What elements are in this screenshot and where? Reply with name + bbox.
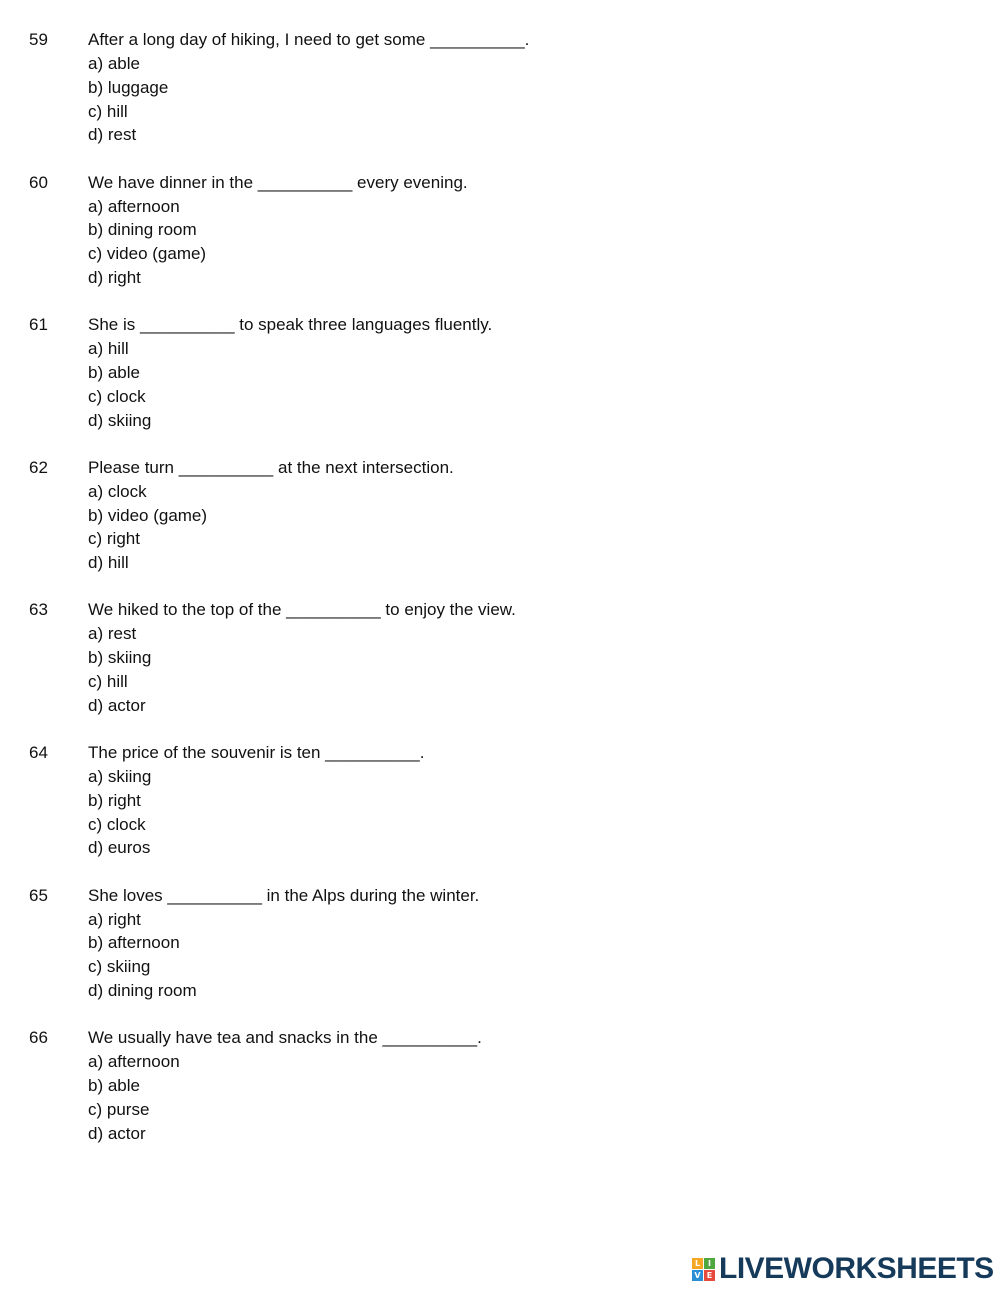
answer-option[interactable]: c) hill	[88, 101, 128, 121]
question-number: 66	[29, 1028, 48, 1048]
answer-option[interactable]: c) purse	[88, 1099, 150, 1119]
answer-options	[88, 908, 197, 1003]
answer-option[interactable]: b) skiing	[88, 648, 152, 668]
question-block	[0, 741, 1000, 884]
answer-option[interactable]: b) able	[88, 362, 140, 382]
answer-option[interactable]: d) rest	[88, 125, 137, 145]
answer-options	[88, 622, 151, 717]
answer-option[interactable]: b) right	[88, 790, 141, 810]
logo-text: LIVEWORKSHEETS	[719, 1252, 994, 1285]
question-block	[0, 884, 1000, 1027]
question-text: We have dinner in the __________ every evening.	[88, 172, 468, 192]
answer-option[interactable]: b) afternoon	[88, 933, 180, 953]
answer-options	[88, 480, 207, 575]
question-list	[0, 28, 1000, 1169]
answer-option[interactable]: b) able	[88, 1075, 140, 1095]
logo-mark-cell: V	[692, 1270, 703, 1281]
logo-mark-cell: E	[704, 1270, 715, 1281]
question-block	[0, 1026, 1000, 1169]
answer-option[interactable]: a) afternoon	[88, 196, 180, 216]
answer-option[interactable]: d) skiing	[88, 410, 152, 430]
answer-option[interactable]: a) afternoon	[88, 1052, 180, 1072]
answer-option[interactable]: c) clock	[88, 386, 146, 406]
answer-option[interactable]: d) actor	[88, 695, 146, 715]
question-text: She loves __________ in the Alps during the winter.	[88, 885, 480, 905]
question-number: 59	[29, 30, 48, 49]
answer-option[interactable]: d) hill	[88, 553, 129, 573]
question-text: We hiked to the top of the __________ to enjoy the view.	[88, 600, 516, 620]
question-number: 62	[29, 457, 48, 477]
liveworksheets-logo	[692, 1252, 994, 1286]
answer-option[interactable]: c) right	[88, 529, 140, 549]
question-block	[0, 28, 1000, 171]
answer-option[interactable]: d) right	[88, 267, 141, 287]
answer-option[interactable]: a) skiing	[88, 766, 152, 786]
answer-option[interactable]: c) video (game)	[88, 244, 207, 264]
question-text: She is __________ to speak three languages fluently.	[88, 315, 493, 335]
answer-option[interactable]: b) dining room	[88, 220, 197, 240]
question-number: 60	[29, 172, 48, 192]
question-text: We usually have tea and snacks in the __________.	[88, 1028, 482, 1048]
answer-options	[88, 1050, 180, 1145]
answer-option[interactable]: b) luggage	[88, 77, 169, 97]
question-number: 61	[29, 315, 48, 335]
question-block	[0, 456, 1000, 599]
question-text: The price of the souvenir is ten __________.	[88, 742, 425, 762]
question-text: After a long day of hiking, I need to get some __________.	[88, 30, 530, 49]
question-number: 64	[29, 742, 48, 762]
answer-option[interactable]: d) dining room	[88, 980, 197, 1000]
answer-options	[88, 52, 168, 147]
answer-options	[88, 765, 151, 860]
answer-options	[88, 195, 206, 290]
logo-mark-cell: L	[692, 1258, 703, 1269]
answer-option[interactable]: c) hill	[88, 671, 128, 691]
question-block	[0, 171, 1000, 314]
answer-option[interactable]: a) rest	[88, 624, 137, 644]
question-text: Please turn __________ at the next intersection.	[88, 457, 454, 477]
question-number: 63	[29, 600, 48, 620]
answer-option[interactable]: b) video (game)	[88, 505, 208, 525]
answer-option[interactable]: d) actor	[88, 1123, 146, 1143]
question-number: 65	[29, 885, 48, 905]
answer-option[interactable]: c) clock	[88, 814, 146, 834]
answer-options	[88, 337, 151, 432]
answer-option[interactable]: d) euros	[88, 838, 151, 858]
answer-option[interactable]: c) skiing	[88, 957, 151, 977]
question-block	[0, 598, 1000, 741]
logo-mark-icon	[692, 1258, 715, 1281]
question-block	[0, 313, 1000, 456]
answer-option[interactable]: a) hill	[88, 339, 129, 359]
answer-option[interactable]: a) clock	[88, 481, 147, 501]
answer-option[interactable]: a) right	[88, 909, 141, 929]
logo-mark-cell: I	[704, 1258, 715, 1269]
answer-option[interactable]: a) able	[88, 54, 140, 73]
